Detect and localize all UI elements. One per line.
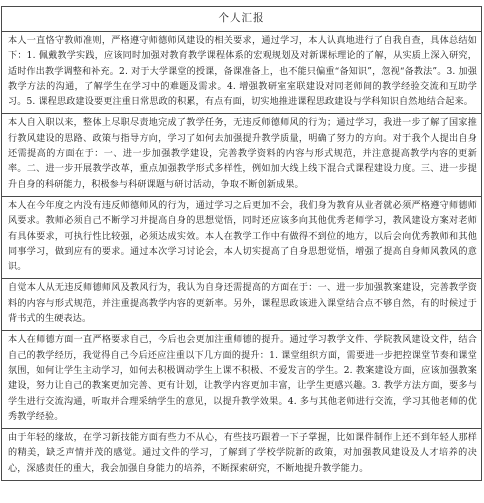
- report-paragraph: 自觉本人从无违反师德师风及教风行为，我认为自身还需提高的方面在于：一、进一步加强教案建设，完善教学资料的内容与形式规范，并注重提高教学内容的更新率。另外，课程思政该进入课堂结合点不够自然，有的时候过于背书式的生硬表达。: [2, 279, 482, 331]
- report-paragraph: 由于年轻的缘故，在学习新技能方面有些力不从心，有些技巧跟着一下子掌握，比如课件制作上还不到年轻人那样的精美，缺乏声情并茂的感觉。通过文件的学习，了解到了学校学院新的政策，对加强教风建设及人才培养的决心，深感责任的重大，我会加强自身能力的培养，不断探索研究，不断地提升教学能力。: [2, 429, 482, 481]
- report-paragraph: 本人在今年度之内没有违反师德师风的行为，通过学习之后更加不会，我们身为教育从业者就必须严格遵守师德师风要求。教师必须自己不断学习并提高自身的思想觉悟，同时还应该多向其他优秀老师学习，教风建设方案对老师有具体要求，可执行性比较强，必须达成实效。本人在教学工作中有做得不到位的地方，以后会向优秀教师和其他同事学习，做到应有的要求。通过本次学习讨论会，本人切实提高了自身思想觉悟，增强了提高自身师风教风的意识。: [2, 196, 482, 278]
- table-row: [2, 196, 482, 278]
- table-row: [2, 429, 482, 481]
- table-row: [2, 279, 482, 331]
- table-row: [2, 114, 482, 196]
- report-paragraph: 本人一直恪守教师准则，严格遵守师德师风建设的相关要求，通过学习，本人认真地进行了自我自查，具体总结如下：1. 佩戴教学实践，应该同时加强对教育教学课程体系的宏观规划及对新课标理论的了解，从实质上深入研究，适时作出教学调整和补充。2. 对于大学课堂的授课，备课准备上，也不能只偏重“备知识”，忽视“备教法”。3. 加强教学方法的沟通，了解学生在学习中的难题及需求。4. 增强教研室室联建设对同老师间的教学经验交流和互助学习。5. 课程思政建设要更注重日常思政的积累，有点有面，切实地推进课程思政建设与学科知识自然地结合起来。: [2, 32, 482, 114]
- document-title: 个人汇报: [2, 7, 482, 32]
- report-paragraph: 本人在师德方面一直严格要求自己，今后也会更加注重师德的提升。通过学习教学文件、学院教风建设文件，结合自己的教学经历，我觉得自己今后还应注重以下几方面的提升：1. 课堂组织方面，需要进一步把控课堂节奏和课堂氛围，如何让学生主动学习，如何去积极调动学生上课不积极、不爱发言的学生。2. 教案建设方面，应该加强教案建设，努力让自己的教案更加完善、更有计划，让教学内容更加丰富，让学生更感兴趣。3. 教学方法方面，要多与学生进行交流沟通，听取并合理采纳学生的意见，以提升教学效果。4. 多与其他老师进行交流，学习其他老师的优秀教学经验。: [2, 331, 482, 429]
- table-row: [2, 331, 482, 429]
- report-paragraph: 本人自入职以来，整体上尽职尽责地完成了教学任务，无违反师德师风的行为；通过学习，我进一步了解了国家推行教风建设的思路、政策与指导方向，学习了如何去加强提升教学质量，明确了努力的方向。对于我个人提出自身还需提高的方面在于：一、进一步加强教学建设，完善教学资料的内容与形式规范，并注意提高教学内容的更新率。二、进一步开展教学改革，重点加强教学形式多样性，例如加大线上线下混合式课程建设力度。三、进一步提升自身的科研能力，积极参与科研课题与研讨活动，争取不断创新成果。: [2, 114, 482, 196]
- title-row: [2, 7, 482, 32]
- summary-table: [1, 6, 482, 481]
- table-row: [2, 32, 482, 114]
